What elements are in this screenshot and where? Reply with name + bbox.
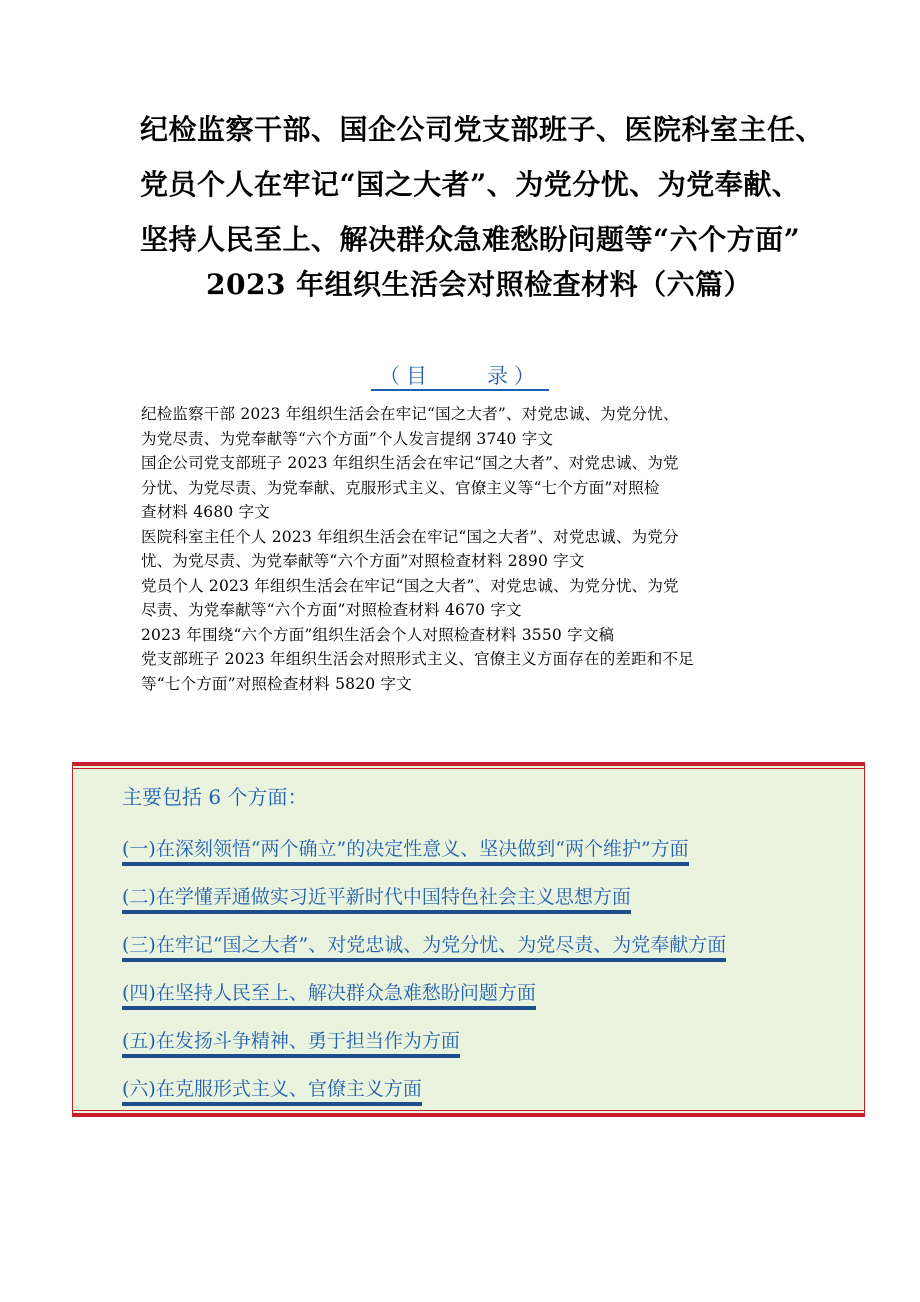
- aspect-link-6[interactable]: (六)在克服形式主义、官僚主义方面: [122, 1076, 422, 1106]
- toc-line: 医院科室主任个人 2023 年组织生活会在牢记“国之大者”、对党忠诚、为党分: [141, 527, 679, 546]
- toc-line: 为党尽责、为党奉献等“六个方面”个人发言提纲 3740 字文: [141, 429, 554, 448]
- aspect-link-1[interactable]: (一)在深刻领悟“两个确立”的决定性意义、坚决做到“两个维护”方面: [122, 836, 689, 866]
- aspect-link-4[interactable]: (四)在坚持人民至上、解决群众急难愁盼问题方面: [122, 980, 536, 1010]
- aspect-link-5[interactable]: (五)在发扬斗争精神、勇于担当作为方面: [122, 1028, 460, 1058]
- aspect-link-2[interactable]: (二)在学懂弄通做实习近平新时代中国特色社会主义思想方面: [122, 884, 631, 914]
- toc-heading[interactable]: [0, 362, 920, 390]
- toc-line: 党支部班子 2023 年组织生活会对照形式主义、官僚主义方面存在的差距和不足: [141, 650, 694, 668]
- toc-line: 等“七个方面”对照检查材料 5820 字文: [141, 674, 412, 693]
- title-line-4: 2023 年组织生活会对照检查材料（六篇）: [206, 268, 753, 301]
- toc-line: 国企公司党支部班子 2023 年组织生活会在牢记“国之大者”、对党忠诚、为党: [141, 454, 679, 472]
- toc-line: 纪检监察干部 2023 年组织生活会在牢记“国之大者”、对党忠诚、为党分忧、: [141, 405, 679, 423]
- toc-heading-label[interactable]: （目 录）: [371, 364, 549, 391]
- toc-line: 2023 年围绕“六个方面”组织生活会个人对照检查材料 3550 字文稿: [141, 625, 615, 644]
- title-line-2: 党员个人在牢记“国之大者”、为党分忧、为党奉献、: [140, 168, 801, 201]
- toc-line: 查材料 4680 字文: [141, 503, 271, 521]
- title-line-3: 坚持人民至上、解决群众急难愁盼问题等“六个方面”: [140, 223, 801, 256]
- summary-box: [72, 762, 865, 1117]
- toc-line: 忧、为党尽责、为党奉献等“六个方面”对照检查材料 2890 字文: [141, 552, 585, 570]
- aspect-link-3[interactable]: (三)在牢记“国之大者”、对党忠诚、为党分忧、为党尽责、为党奉献方面: [122, 932, 726, 962]
- toc-line: 尽责、为党奉献等“六个方面”对照检查材料 4670 字文: [141, 601, 522, 619]
- toc-line: 分忧、为党尽责、为党奉献、克服形式主义、官僚主义等“七个方面”对照检: [141, 478, 660, 497]
- table-of-contents: [141, 402, 791, 696]
- toc-line: 党员个人 2023 年组织生活会在牢记“国之大者”、对党忠诚、为党分忧、为党: [141, 576, 679, 595]
- title-line-1: 纪检监察干部、国企公司党支部班子、医院科室主任、: [140, 113, 825, 146]
- summary-box-heading: 主要包括 6 个方面：: [122, 785, 308, 809]
